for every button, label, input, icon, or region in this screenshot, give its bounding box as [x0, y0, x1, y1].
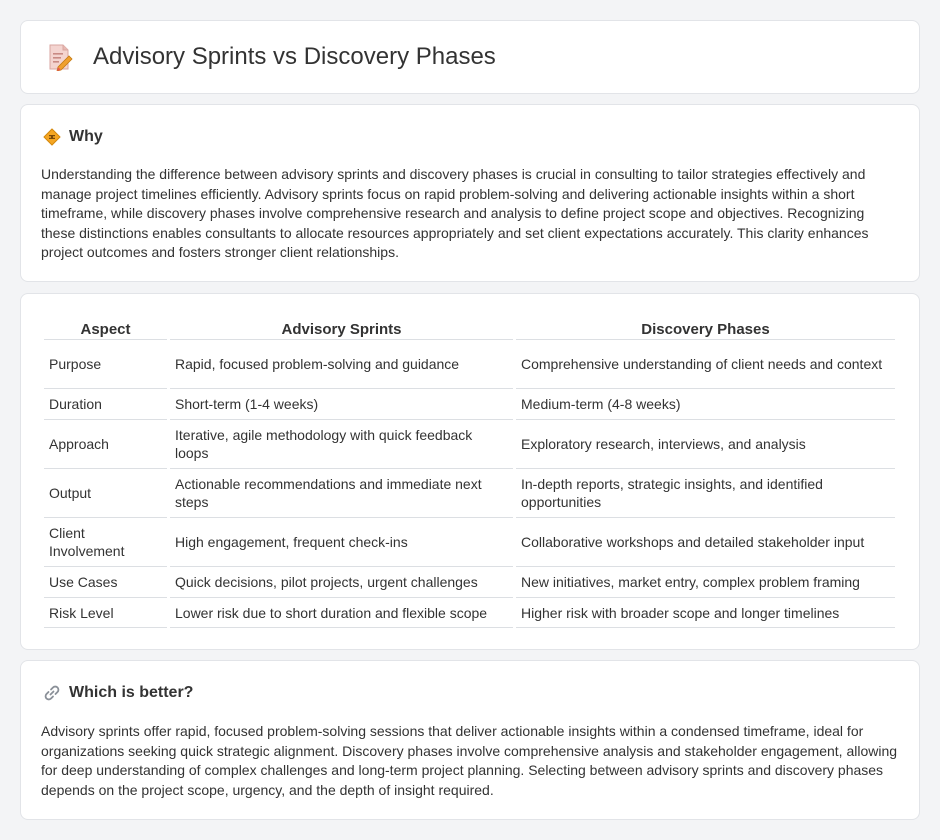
why-section [20, 104, 920, 282]
table-cell: High engagement, frequent check-ins [170, 517, 513, 566]
table-cell: Rapid, focused problem-solving and guidance [170, 339, 513, 388]
table-row [44, 468, 895, 517]
document-pencil-icon [47, 43, 73, 71]
table-cell: Collaborative workshops and detailed stakeholder input [516, 517, 895, 566]
table-cell-aspect: Use Cases [44, 566, 167, 597]
table-cell: New initiatives, market entry, complex problem framing [516, 566, 895, 597]
table-cell: Actionable recommendations and immediate next steps [170, 468, 513, 517]
header-discovery-phases: Discovery Phases [641, 320, 770, 338]
table-cell: Quick decisions, pilot projects, urgent challenges [170, 566, 513, 597]
table-cell: Medium-term (4-8 weeks) [516, 388, 895, 419]
diamond-sign-icon [43, 128, 61, 146]
which-is-better-section [20, 660, 920, 820]
comparison-table [41, 316, 898, 628]
table-cell-aspect: Client Involvement [44, 517, 167, 566]
which-is-better-title: Which is better? [69, 684, 194, 701]
table-cell: Exploratory research, interviews, and analysis [516, 419, 895, 468]
table-row [44, 339, 895, 388]
table-row [44, 419, 895, 468]
table-cell-aspect: Duration [44, 388, 167, 419]
table-cell: Short-term (1-4 weeks) [170, 388, 513, 419]
table-row [44, 388, 895, 419]
page-title: Advisory Sprints vs Discovery Phases [93, 43, 496, 70]
header-aspect: Aspect [80, 320, 131, 338]
table-row [44, 517, 895, 566]
comparison-section [20, 293, 920, 650]
table-cell: Lower risk due to short duration and flexible scope [170, 597, 513, 628]
header-advisory-sprints: Advisory Sprints [281, 320, 402, 338]
table-cell-aspect: Output [44, 468, 167, 517]
why-title: Why [69, 128, 103, 145]
table-row [44, 566, 895, 597]
table-cell-aspect: Risk Level [44, 597, 167, 628]
table-cell: Higher risk with broader scope and longer timelines [516, 597, 895, 628]
why-text: Understanding the difference between advisory sprints and discovery phases is crucial in consulting to tailor strategies effectively and manage project timelines efficiently. Advisory sprints focus on rapid problem-solving and delivering actionable insights within a short timeframe, while discovery phases involve comprehensive research and analysis to define project scope and objectives. Recognizing these distinctions enables consultants to allocate resources appropriately and set client expectations accurately. This clarity enhances project outcomes and fosters stronger client relationships. [41, 166, 869, 261]
link-icon [43, 684, 61, 702]
table-header-row [44, 316, 895, 339]
which-is-better-text: Advisory sprints offer rapid, focused problem-solving sessions that deliver actionable insights within a condensed timeframe, ideal for organizations seeking quick strategic alignment. Discovery phases involve comprehensive analysis and stakeholder engagement, allowing for deep understanding of complex challenges and long-term project planning. Selecting between advisory sprints and discovery phases depends on the project scope, urgency, and the depth of insight required. [41, 723, 898, 798]
table-cell-aspect: Purpose [44, 339, 167, 388]
table-cell: Comprehensive understanding of client needs and context [516, 339, 895, 388]
header-card [20, 20, 920, 94]
table-cell-aspect: Approach [44, 419, 167, 468]
table-cell: Iterative, agile methodology with quick feedback loops [170, 419, 513, 468]
table-cell: In-depth reports, strategic insights, and identified opportunities [516, 468, 895, 517]
table-row [44, 597, 895, 628]
